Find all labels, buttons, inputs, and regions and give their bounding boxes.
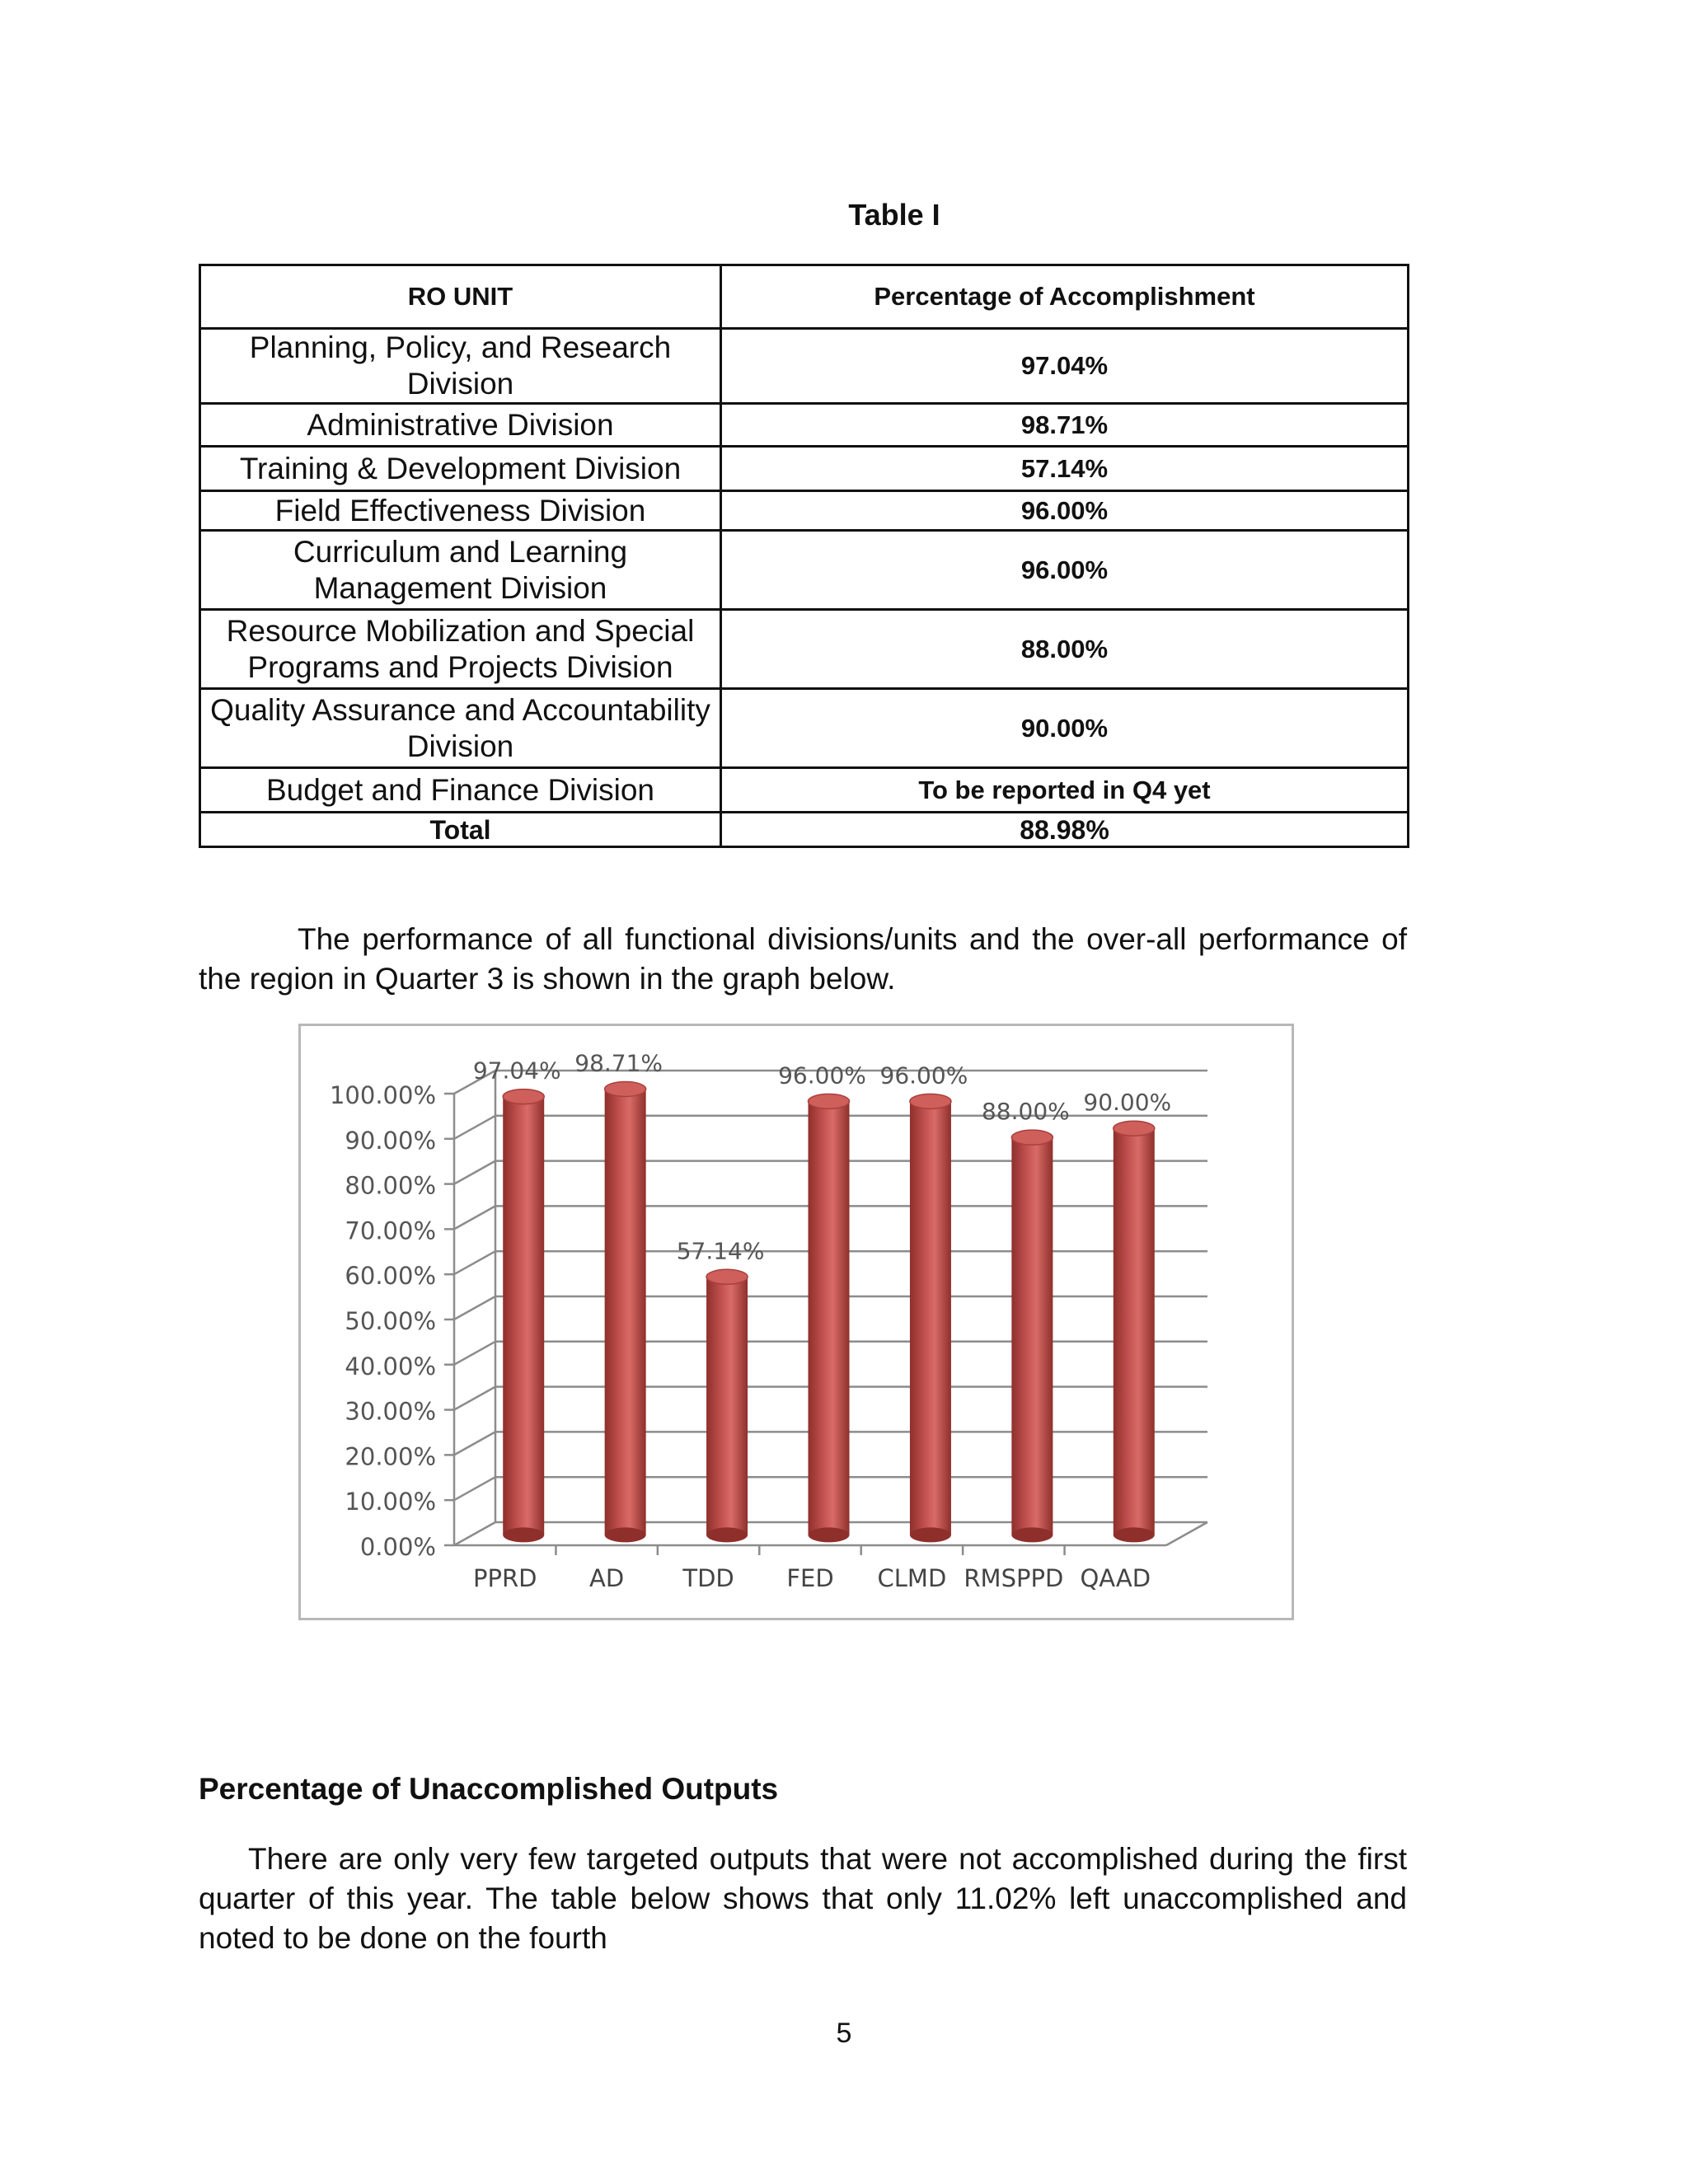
y-tick-label: 20.00%	[345, 1442, 436, 1471]
table-row	[200, 610, 1409, 689]
y-tick-label: 100.00%	[329, 1081, 436, 1109]
x-tick-label: QAAD	[1080, 1564, 1151, 1592]
bar	[1011, 1137, 1053, 1535]
bar-base	[605, 1527, 646, 1542]
y-tick-label: 40.00%	[345, 1352, 436, 1380]
unit-cell: Quality Assurance and Accountability Division	[200, 689, 721, 768]
chart-frame	[298, 1024, 1294, 1620]
x-tick-label: CLMD	[877, 1564, 947, 1592]
x-tick-label: RMSPPD	[964, 1564, 1064, 1592]
y-tick-label: 50.00%	[345, 1307, 436, 1335]
gridline-connector	[454, 1206, 495, 1229]
accomplishment-table	[199, 264, 1409, 848]
y-tick-label: 60.00%	[345, 1262, 436, 1291]
table-header-row	[200, 265, 1409, 329]
gridline-connector	[454, 1251, 495, 1274]
unit-cell: Field Effectiveness Division	[200, 491, 721, 531]
y-tick-label: 30.00%	[345, 1397, 436, 1426]
column-header-percentage: Percentage of Accomplishment	[721, 265, 1409, 329]
unit-cell: Administrative Division	[200, 404, 721, 447]
bar	[605, 1089, 646, 1535]
bar-chart	[301, 1026, 1296, 1623]
bar	[1114, 1128, 1155, 1535]
y-tick-label: 0.00%	[359, 1533, 436, 1561]
bar-base	[910, 1527, 951, 1542]
gridline-connector	[454, 1387, 495, 1410]
floor-edge	[1166, 1522, 1207, 1545]
total-value: 88.98%	[721, 813, 1409, 847]
unit-cell: Planning, Policy, and Research Division	[200, 329, 721, 404]
percentage-cell: To be reported in Q4 yet	[721, 768, 1409, 813]
bar-top	[503, 1090, 544, 1104]
x-tick-label: AD	[589, 1564, 625, 1592]
bar-top	[1114, 1121, 1155, 1136]
x-tick-label: PPRD	[472, 1564, 537, 1592]
data-label: 96.00%	[778, 1062, 866, 1090]
bar	[910, 1101, 951, 1535]
bar-top	[809, 1094, 850, 1108]
gridline-connector	[454, 1296, 495, 1319]
data-label: 96.00%	[879, 1062, 968, 1090]
y-tick-label: 90.00%	[345, 1126, 436, 1155]
y-tick-label: 80.00%	[345, 1171, 436, 1200]
gridline-connector	[454, 1161, 495, 1184]
column-header-ro-unit: RO UNIT	[200, 265, 721, 329]
intro-paragraph: The performance of all functional divisions/units and the over-all performance of the region in Quarter 3 is shown in the graph below.	[199, 922, 1407, 996]
data-label: 90.00%	[1083, 1089, 1172, 1117]
bar	[809, 1101, 850, 1535]
total-label: Total	[200, 813, 721, 847]
table-total-row	[200, 813, 1409, 847]
page-number: 5	[836, 2018, 852, 2049]
table-row	[200, 329, 1409, 404]
percentage-cell: 96.00%	[721, 491, 1409, 531]
table-row	[200, 531, 1409, 610]
percentage-cell: 97.04%	[721, 329, 1409, 404]
percentage-cell: 57.14%	[721, 447, 1409, 491]
table-row	[200, 768, 1409, 813]
body-paragraph: There are only very few targeted outputs that were not accomplished during the first quarter of this year. The table below shows that only 11.02% left unaccomplished and noted to be done on the fourth	[199, 1842, 1407, 1955]
gridline-connector	[454, 1522, 495, 1545]
data-label: 88.00%	[981, 1098, 1070, 1126]
data-label: 57.14%	[676, 1237, 765, 1265]
percentage-cell: 98.71%	[721, 404, 1409, 447]
unit-cell: Budget and Finance Division	[200, 768, 721, 813]
data-label: 97.04%	[472, 1057, 561, 1085]
gridline-connector	[454, 1342, 495, 1365]
section-heading: Percentage of Unaccomplished Outputs	[199, 1772, 779, 1806]
unit-cell: Training & Development Division	[200, 447, 721, 491]
gridline-connector	[454, 1477, 495, 1500]
percentage-cell: 96.00%	[721, 531, 1409, 610]
bar-top	[605, 1081, 646, 1096]
x-tick-label: FED	[786, 1564, 834, 1592]
y-tick-label: 10.00%	[345, 1488, 436, 1516]
bar-base	[1114, 1527, 1155, 1542]
unit-cell: Resource Mobilization and Special Programs and Projects Division	[200, 610, 721, 689]
x-tick-label: TDD	[682, 1564, 734, 1592]
table-title: Table I	[848, 198, 940, 232]
bar	[503, 1097, 544, 1535]
table-row	[200, 404, 1409, 447]
bar-base	[809, 1527, 850, 1542]
bar-base	[503, 1527, 544, 1542]
percentage-cell: 88.00%	[721, 610, 1409, 689]
y-tick-label: 70.00%	[345, 1216, 436, 1245]
gridline-connector	[454, 1116, 495, 1139]
data-label: 98.71%	[574, 1049, 663, 1077]
table-row	[200, 447, 1409, 491]
bar-top	[706, 1269, 748, 1284]
unit-cell: Curriculum and Learning Management Division	[200, 531, 721, 610]
gridline-connector	[454, 1432, 495, 1455]
percentage-cell: 90.00%	[721, 689, 1409, 768]
bar-base	[706, 1527, 748, 1542]
bar	[706, 1277, 748, 1535]
table-row	[200, 689, 1409, 768]
table-row	[200, 491, 1409, 531]
bar-top	[1011, 1130, 1053, 1145]
bar-base	[1011, 1527, 1053, 1542]
bar-top	[910, 1094, 951, 1108]
